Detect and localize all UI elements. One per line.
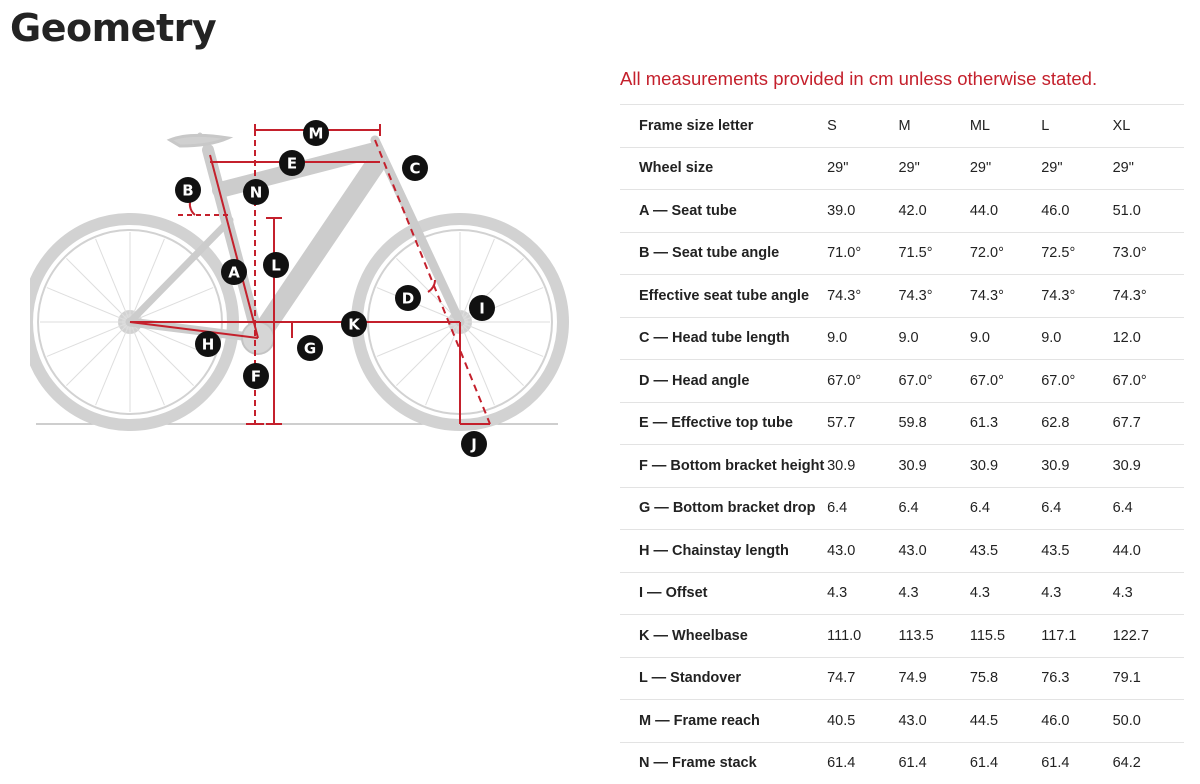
table-row xyxy=(620,445,1184,488)
cell-value: 72.5° xyxy=(1041,232,1112,275)
cell-value: 79.1 xyxy=(1113,657,1184,700)
table-row xyxy=(620,317,1184,360)
marker-label: B xyxy=(182,181,194,200)
cell-value: 46.0 xyxy=(1041,190,1112,233)
table-row xyxy=(620,572,1184,615)
cell-value: 43.0 xyxy=(827,530,898,573)
row-label: Effective seat tube angle xyxy=(620,275,827,318)
cell-value: 74.3° xyxy=(1113,275,1184,318)
marker-label: C xyxy=(409,159,421,178)
cell-value: 42.0 xyxy=(898,190,969,233)
cell-value: 44.0 xyxy=(1113,530,1184,573)
cell-value: 61.3 xyxy=(970,402,1041,445)
marker-label: G xyxy=(303,339,317,358)
cell-value: 6.4 xyxy=(1113,487,1184,530)
cell-value: 72.0° xyxy=(970,232,1041,275)
cell-value: 75.8 xyxy=(970,657,1041,700)
page-title: Geometry xyxy=(10,6,217,50)
cell-value: 76.3 xyxy=(1041,657,1112,700)
size-ml-header: ML xyxy=(970,105,1041,148)
row-label: H — Chainstay length xyxy=(620,530,827,573)
cell-value: 74.7 xyxy=(827,657,898,700)
marker-c xyxy=(402,155,428,181)
cell-value: 9.0 xyxy=(1041,317,1112,360)
cell-value: 12.0 xyxy=(1113,317,1184,360)
row-label: D — Head angle xyxy=(620,360,827,403)
cell-value: 61.4 xyxy=(827,742,898,784)
cell-value: 67.0° xyxy=(970,360,1041,403)
table-row xyxy=(620,530,1184,573)
cell-value: 61.4 xyxy=(898,742,969,784)
cell-value: 29" xyxy=(1113,147,1184,190)
cell-value: 74.3° xyxy=(898,275,969,318)
cell-value: 30.9 xyxy=(1041,445,1112,488)
cell-value: 61.4 xyxy=(970,742,1041,784)
marker-label: L xyxy=(271,256,281,275)
header-label: Frame size letter xyxy=(620,105,827,148)
marker-k xyxy=(341,311,367,337)
marker-m xyxy=(303,120,329,146)
cell-value: 4.3 xyxy=(1041,572,1112,615)
cell-value: 67.0° xyxy=(827,360,898,403)
size-l-header: L xyxy=(1041,105,1112,148)
table-row xyxy=(620,402,1184,445)
marker-label: J xyxy=(471,435,477,454)
cell-value: 29" xyxy=(970,147,1041,190)
cell-value: 43.5 xyxy=(1041,530,1112,573)
cell-value: 29" xyxy=(1041,147,1112,190)
cell-value: 115.5 xyxy=(970,615,1041,658)
marker-n xyxy=(243,179,269,205)
cell-value: 59.8 xyxy=(898,402,969,445)
row-label: F — Bottom bracket height xyxy=(620,445,827,488)
cell-value: 44.0 xyxy=(970,190,1041,233)
spoke xyxy=(66,258,130,322)
cell-value: 9.0 xyxy=(827,317,898,360)
marker-label: H xyxy=(201,335,215,354)
marker-label: A xyxy=(228,263,240,282)
cell-value: 57.7 xyxy=(827,402,898,445)
marker-f xyxy=(243,363,269,389)
marker-b xyxy=(175,177,201,203)
row-label: C — Head tube length xyxy=(620,317,827,360)
row-label: I — Offset xyxy=(620,572,827,615)
cell-value: 74.3° xyxy=(970,275,1041,318)
marker-label: D xyxy=(401,289,415,308)
geometry-table xyxy=(620,104,1184,784)
row-label: Wheel size xyxy=(620,147,827,190)
cell-value: 71.0° xyxy=(827,232,898,275)
cell-value: 6.4 xyxy=(827,487,898,530)
cell-value: 4.3 xyxy=(827,572,898,615)
table-row xyxy=(620,700,1184,743)
cell-value: 9.0 xyxy=(970,317,1041,360)
cell-value: 4.3 xyxy=(1113,572,1184,615)
table-row xyxy=(620,147,1184,190)
cell-value: 6.4 xyxy=(970,487,1041,530)
marker-label: N xyxy=(249,183,263,202)
row-label: A — Seat tube xyxy=(620,190,827,233)
table-row xyxy=(620,487,1184,530)
cell-value: 113.5 xyxy=(898,615,969,658)
cell-value: 111.0 xyxy=(827,615,898,658)
spoke xyxy=(66,322,130,386)
cell-value: 64.2 xyxy=(1113,742,1184,784)
cell-value: 50.0 xyxy=(1113,700,1184,743)
cell-value: 74.9 xyxy=(898,657,969,700)
table-row xyxy=(620,742,1184,784)
cell-value: 29" xyxy=(898,147,969,190)
cell-value: 29" xyxy=(827,147,898,190)
table-row xyxy=(620,360,1184,403)
table-header-row xyxy=(620,105,1184,148)
spoke xyxy=(396,322,460,386)
cell-value: 40.5 xyxy=(827,700,898,743)
cell-value: 73.0° xyxy=(1113,232,1184,275)
row-label: E — Effective top tube xyxy=(620,402,827,445)
size-s-header: S xyxy=(827,105,898,148)
cell-value: 30.9 xyxy=(1113,445,1184,488)
cell-value: 44.5 xyxy=(970,700,1041,743)
marker-e xyxy=(279,150,305,176)
cell-value: 67.0° xyxy=(898,360,969,403)
cell-value: 67.7 xyxy=(1113,402,1184,445)
row-label: M — Frame reach xyxy=(620,700,827,743)
cell-value: 30.9 xyxy=(827,445,898,488)
cell-value: 74.3° xyxy=(1041,275,1112,318)
bike-illustration xyxy=(30,110,570,470)
row-label: N — Frame stack xyxy=(620,742,827,784)
table-row xyxy=(620,657,1184,700)
measurement-note: All measurements provided in cm unless otherwise stated. xyxy=(620,68,1098,89)
table-row xyxy=(620,615,1184,658)
cell-value: 61.4 xyxy=(1041,742,1112,784)
cell-value: 74.3° xyxy=(827,275,898,318)
cell-value: 122.7 xyxy=(1113,615,1184,658)
marker-a xyxy=(221,259,247,285)
marker-j xyxy=(461,431,487,457)
cell-value: 62.8 xyxy=(1041,402,1112,445)
cell-value: 6.4 xyxy=(1041,487,1112,530)
size-m-header: M xyxy=(898,105,969,148)
row-label: L — Standover xyxy=(620,657,827,700)
cell-value: 46.0 xyxy=(1041,700,1112,743)
marker-h xyxy=(195,331,221,357)
row-label: K — Wheelbase xyxy=(620,615,827,658)
cell-value: 4.3 xyxy=(898,572,969,615)
cell-value: 51.0 xyxy=(1113,190,1184,233)
cell-value: 117.1 xyxy=(1041,615,1112,658)
marker-label: E xyxy=(286,154,298,173)
cell-value: 67.0° xyxy=(1113,360,1184,403)
row-label: B — Seat tube angle xyxy=(620,232,827,275)
cell-value: 4.3 xyxy=(970,572,1041,615)
cell-value: 39.0 xyxy=(827,190,898,233)
size-xl-header: XL xyxy=(1113,105,1184,148)
cell-value: 9.0 xyxy=(898,317,969,360)
cell-value: 43.0 xyxy=(898,700,969,743)
marker-label: I xyxy=(479,299,485,318)
cell-value: 71.5° xyxy=(898,232,969,275)
cell-value: 67.0° xyxy=(1041,360,1112,403)
cell-value: 30.9 xyxy=(898,445,969,488)
bike-geometry-diagram xyxy=(30,110,570,470)
cell-value: 43.0 xyxy=(898,530,969,573)
marker-label: M xyxy=(308,124,324,143)
marker-label: F xyxy=(250,367,262,386)
table-row xyxy=(620,190,1184,233)
marker-d xyxy=(395,285,421,311)
marker-l xyxy=(263,252,289,278)
table-row xyxy=(620,275,1184,318)
table-row xyxy=(620,232,1184,275)
cell-value: 6.4 xyxy=(898,487,969,530)
cell-value: 30.9 xyxy=(970,445,1041,488)
row-label: G — Bottom bracket drop xyxy=(620,487,827,530)
cell-value: 43.5 xyxy=(970,530,1041,573)
marker-g xyxy=(297,335,323,361)
marker-i xyxy=(469,295,495,321)
marker-label: K xyxy=(348,315,360,334)
